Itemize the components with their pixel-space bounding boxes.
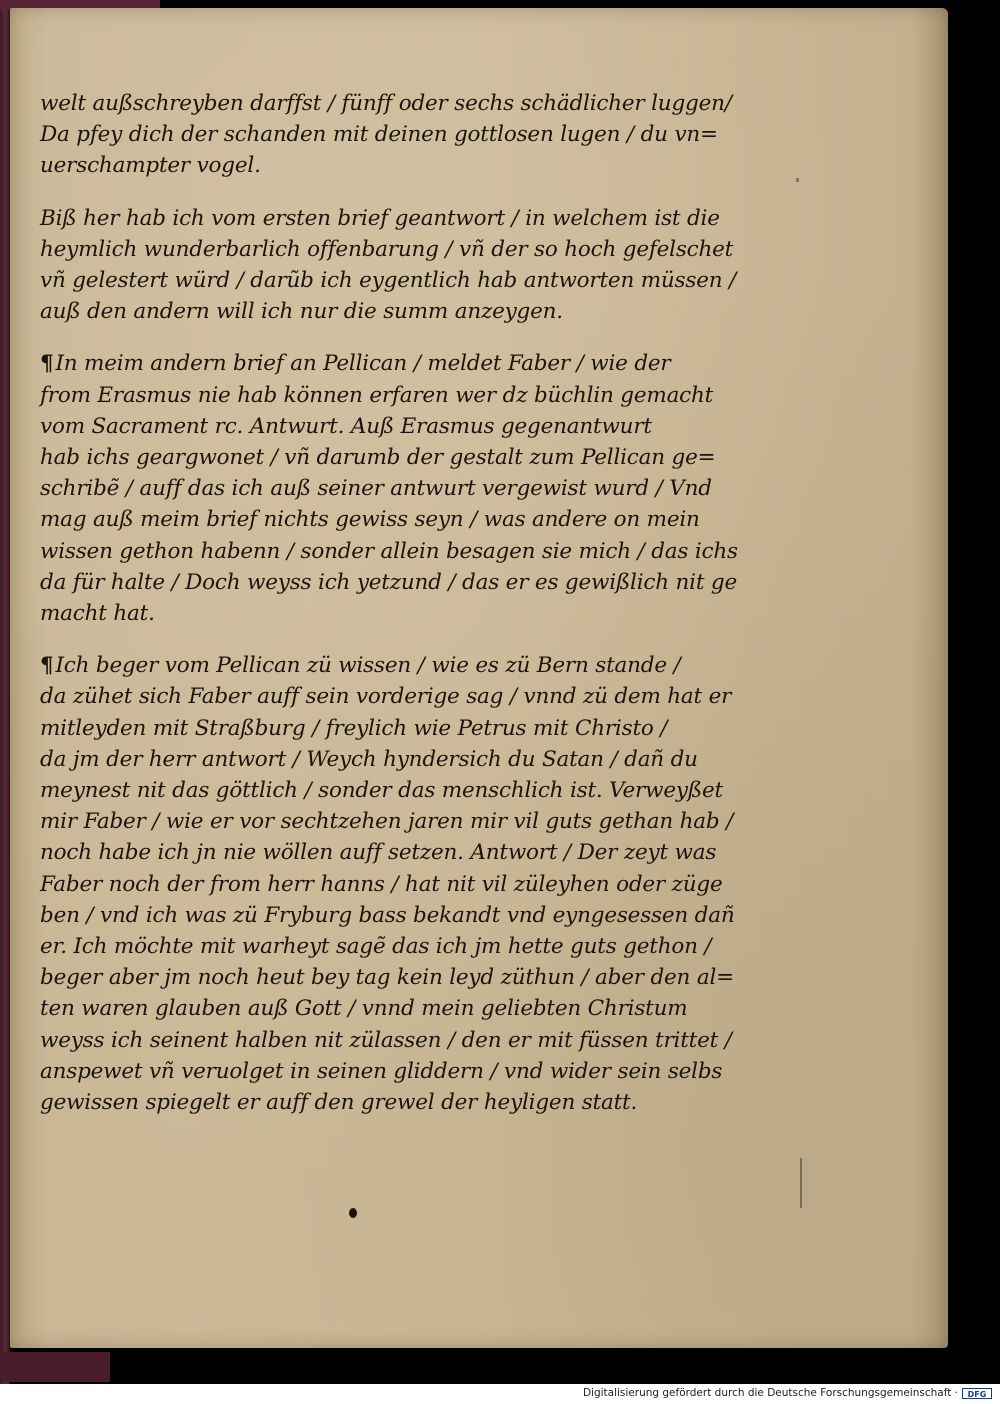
text-line: meynest nit das göttlich / sonder das menschlich ist. Verweyßet <box>40 778 723 804</box>
book-page <box>10 8 948 1348</box>
text-line: weyss ich seinent halben nit zülassen / den er mit füssen trittet / <box>40 1027 732 1053</box>
footer-bar <box>0 1384 1000 1404</box>
text-line: mir Faber / wie er vor sechtzehen jaren mir vil guts gethan hab / <box>40 809 734 835</box>
text-line: gewissen spiegelt er auff den grewel der heyligen statt. <box>40 1090 638 1116</box>
text-line: Da pfey dich der schanden mit deinen gottlosen lugen / du vn= <box>40 122 718 148</box>
margin-mark <box>800 1158 802 1208</box>
page-text <box>40 88 780 1139</box>
text-line: uerschampter vogel. <box>40 153 261 179</box>
text-line: wissen gethon habenn / sonder allein besagen sie mich / das ichs <box>40 538 738 564</box>
text-line: da zühet sich Faber auff sein vorderige sag / vnnd zü dem hat er <box>40 684 732 710</box>
text-line: mag auß meim brief nichts gewiss seyn / was andere on mein <box>40 507 700 533</box>
text-line: auß den andern will ich nur die summ anzeygen. <box>40 299 563 325</box>
text-line: welt außschreyben darffst / fünff oder sechs schädlicher luggen/ <box>40 91 732 116</box>
text-line: hab ichs geargwonet / vñ darumb der gestalt zum Pellican ge= <box>40 445 716 471</box>
paragraph-4 <box>40 650 780 1118</box>
paragraph-3 <box>40 348 780 629</box>
text-line: macht hat. <box>40 601 155 627</box>
ink-dot-mark <box>349 1208 357 1218</box>
text-line: mitleyden mit Straßburg / freylich wie Petrus mit Christo / <box>40 715 668 741</box>
text-line: vom Sacrament rc. Antwurt. Auß Erasmus gegenantwurt <box>40 413 652 439</box>
text-line: anspewet vñ veruolget in seinen gliddern / vnd wider sein selbs <box>40 1058 723 1084</box>
binding-bottom-edge <box>0 1352 110 1382</box>
funding-credit: Digitalisierung gefördert durch die Deutsche Forschungsgemeinschaft · <box>582 1387 958 1399</box>
pilcrow-icon: ¶ <box>40 653 54 679</box>
paragraph-2 <box>40 203 780 328</box>
text-line: beger aber jm noch heut bey tag kein leyd züthun / aber den al= <box>40 965 734 991</box>
text-line: da jm der herr antwort / Weych hyndersich du Satan / dañ du <box>40 746 698 772</box>
text-line: ten waren glauben auß Gott / vnnd mein geliebten Christum <box>40 996 688 1022</box>
text-line-content: Ich beger vom Pellican zü wissen / wie es zü Bern stande / <box>55 653 681 679</box>
text-line: schribẽ / auff das ich auß seiner antwurt vergewist wurd / Vnd <box>40 476 712 502</box>
text-line: er. Ich möchte mit warheyt sagẽ das ich jm hette guts gethon / <box>40 934 712 960</box>
paragraph-1 <box>40 88 780 182</box>
margin-speck <box>796 178 799 182</box>
text-line: Faber noch der from herr hanns / hat nit vil züleyhen oder züge <box>40 871 723 897</box>
text-line <box>40 348 780 379</box>
text-line: vñ gelestert würd / darũb ich eygentlich hab antworten müssen / <box>40 268 737 294</box>
binding-edge <box>0 0 10 1384</box>
text-line: da für halte / Doch weyss ich yetzund / das er es gewißlich nit ge <box>40 569 737 595</box>
pilcrow-icon: ¶ <box>40 351 54 377</box>
text-line: noch habe ich jn nie wöllen auff setzen. Antwort / Der zeyt was <box>40 840 717 866</box>
text-line <box>40 650 780 681</box>
text-line: Biß her hab ich vom ersten brief geantwort / in welchem ist die <box>40 205 720 231</box>
text-line: heymlich wunderbarlich offenbarung / vñ der so hoch gefelschet <box>40 236 734 262</box>
dfg-logo-icon: DFG <box>962 1388 992 1399</box>
text-line: ben / vnd ich was zü Fryburg bass bekandt vnd eyngesessen dañ <box>40 902 735 928</box>
text-line: from Erasmus nie hab können erfaren wer dz büchlin gemacht <box>40 382 714 408</box>
text-line-content: In meim andern brief an Pellican / meldet Faber / wie der <box>55 351 671 377</box>
